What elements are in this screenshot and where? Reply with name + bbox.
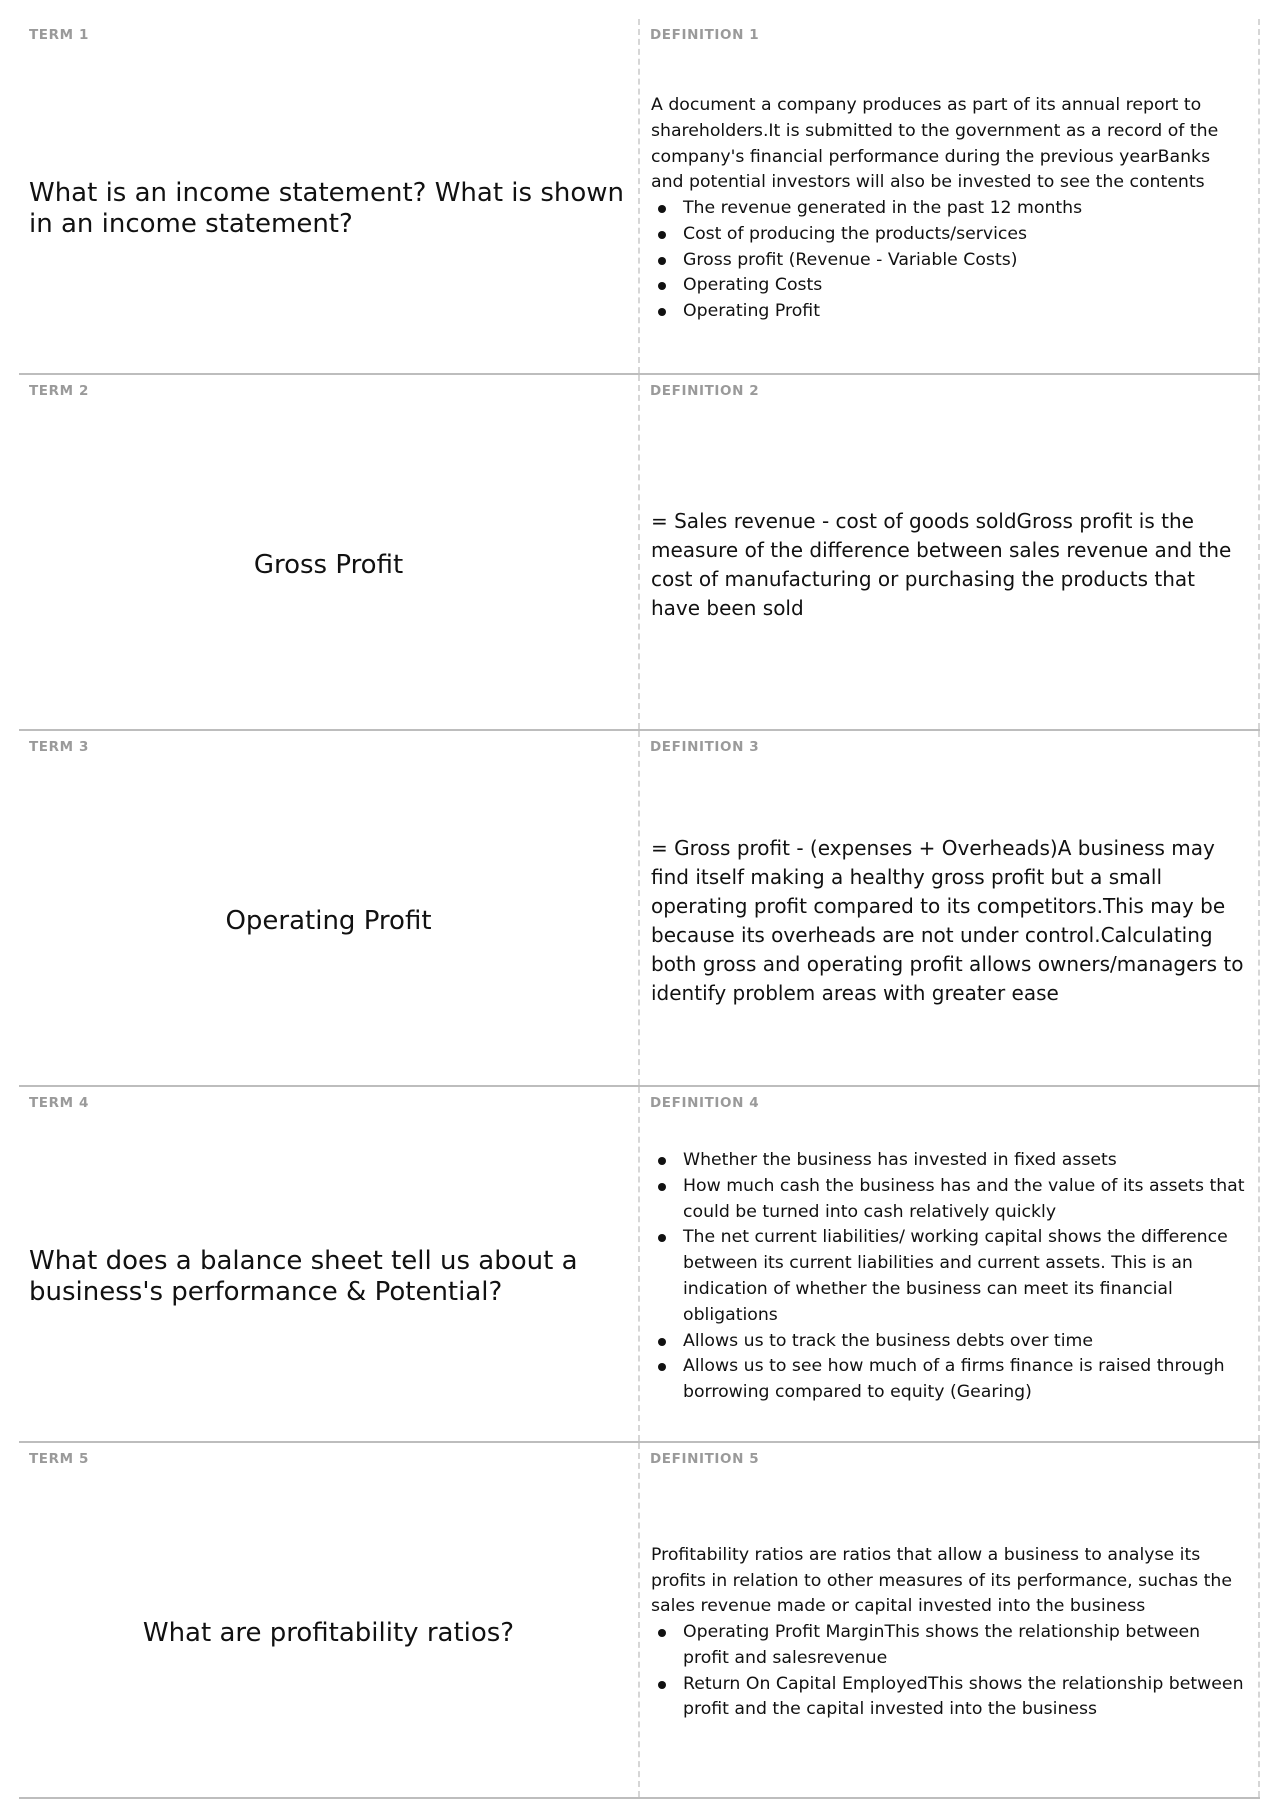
flashcard-row	[19, 375, 1260, 731]
definition-bullet-list	[651, 1620, 1246, 1723]
flashcard-row	[19, 19, 1260, 375]
list-item	[651, 1354, 1246, 1406]
term-cell	[19, 375, 640, 729]
term-text: What is an income statement? What is shown in an income statement?	[29, 178, 624, 239]
bullet-icon	[658, 257, 666, 265]
term-label: TERM 2	[29, 383, 89, 399]
definition-body	[651, 1479, 1246, 1787]
bullet-icon	[658, 1363, 666, 1371]
definition-label: DEFINITION 1	[650, 27, 760, 43]
list-item	[651, 196, 1246, 222]
term-text: Gross Profit	[253, 549, 404, 580]
flashcard-row	[19, 1443, 1260, 1799]
bullet-icon	[658, 205, 666, 213]
list-item	[651, 1174, 1246, 1226]
definition-bullet-list	[651, 196, 1246, 325]
list-item	[651, 1148, 1246, 1174]
definition-cell	[640, 1443, 1260, 1797]
flashcard-row	[19, 1087, 1260, 1443]
term-text: What does a balance sheet tell us about a business's performance & Potential?	[29, 1246, 578, 1307]
list-item	[651, 299, 1246, 325]
definition-body	[651, 55, 1246, 363]
term-cell	[19, 1087, 640, 1441]
bullet-icon	[658, 1234, 666, 1242]
definition-cell	[640, 731, 1260, 1085]
list-item-text: Operating Profit MarginThis shows the relationship between profit and salesrevenue	[683, 1622, 1201, 1668]
definition-cell	[640, 375, 1260, 729]
list-item-text: Operating Profit	[683, 301, 820, 322]
term-label: TERM 5	[29, 1451, 89, 1467]
definition-text: A document a company produces as part of its annual report to shareholders.It is submitted to the government as a record of the company's financial performance during the previous yearBanks and potential investors will also be invested to see the contents	[651, 94, 1219, 193]
list-item	[651, 1225, 1246, 1328]
definition-bullet-list	[651, 1148, 1246, 1406]
definition-body	[651, 767, 1246, 1075]
list-item-text: The revenue generated in the past 12 months	[683, 198, 1083, 219]
definition-cell	[640, 19, 1260, 373]
definition-label: DEFINITION 5	[650, 1451, 760, 1467]
list-item-text: Allows us to track the business debts over time	[683, 1330, 1093, 1351]
term-cell	[19, 1443, 640, 1797]
list-item-text: Whether the business has invested in fixed assets	[683, 1150, 1117, 1171]
term-cell	[19, 19, 640, 373]
term-label: TERM 1	[29, 27, 89, 43]
definition-cell	[640, 1087, 1260, 1441]
list-item-text: Gross profit (Revenue - Variable Costs)	[683, 249, 1018, 270]
term-text: Operating Profit	[225, 905, 432, 936]
definition-text: = Gross profit - (expenses + Overheads)A business may find itself making a healthy gross profit but a small operating profit compared to its competitors.This may be because its overheads are not under control.Calculating both gross and operating profit allows owners/managers to identify problem areas with greater ease	[651, 836, 1244, 1005]
bullet-icon	[658, 231, 666, 239]
list-item-text: How much cash the business has and the value of its assets that could be turned into cash relatively quickly	[683, 1175, 1245, 1222]
bullet-icon	[658, 1183, 666, 1191]
list-item	[651, 1329, 1246, 1355]
list-item-text: Return On Capital EmployedThis shows the relationship between profit and the capital invested into the business	[683, 1673, 1244, 1720]
list-item	[651, 1672, 1246, 1724]
term-label: TERM 4	[29, 1095, 89, 1111]
list-item	[651, 1620, 1246, 1672]
definition-label: DEFINITION 2	[650, 383, 760, 399]
definition-text: = Sales revenue - cost of goods soldGross profit is the measure of the difference between sales revenue and the cost of manufacturing or purchasing the products that have been sold	[651, 509, 1232, 620]
definition-label: DEFINITION 4	[650, 1095, 760, 1111]
list-item-text: Allows us to see how much of a firms finance is raised through borrowing compared to equity (Gearing)	[683, 1356, 1225, 1403]
list-item	[651, 222, 1246, 248]
list-item-text: Cost of producing the products/services	[683, 223, 1028, 244]
list-item-text: Operating Costs	[683, 275, 823, 296]
definition-body	[651, 1123, 1246, 1431]
definition-label: DEFINITION 3	[650, 739, 760, 755]
bullet-icon	[658, 1157, 666, 1165]
list-item	[651, 248, 1246, 274]
bullet-icon	[658, 282, 666, 290]
bullet-icon	[658, 308, 666, 316]
definition-body	[651, 411, 1246, 719]
term-text: What are profitability ratios?	[142, 1617, 515, 1648]
term-cell	[19, 731, 640, 1085]
list-item-text: The net current liabilities/ working capital shows the difference between its current liabilities and current assets. This is an indication of whether the business can meet its financial obligations	[683, 1227, 1228, 1325]
flashcard-row	[19, 731, 1260, 1087]
list-item	[651, 273, 1246, 299]
bullet-icon	[658, 1338, 666, 1346]
bullet-icon	[658, 1629, 666, 1637]
bullet-icon	[658, 1681, 666, 1689]
term-label: TERM 3	[29, 739, 89, 755]
definition-text: Profitability ratios are ratios that allow a business to analyse its profits in relation to other measures of its performance, suchas the sales revenue made or capital invested into the business	[651, 1544, 1232, 1617]
